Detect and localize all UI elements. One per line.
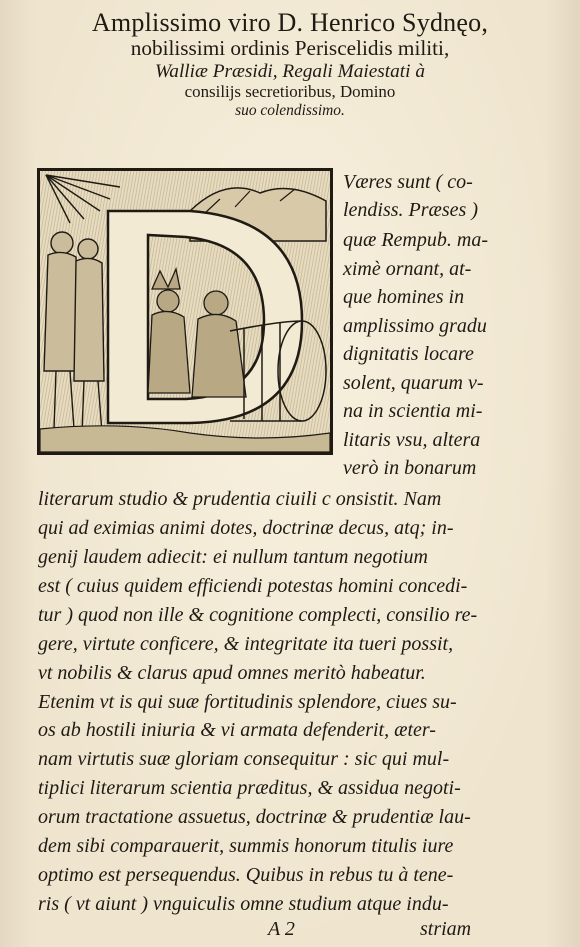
dedication-line-2: nobilissimi ordinis Periscelidis militi, — [130, 36, 450, 61]
text-line: qui ad eximias animi dotes, doctrinæ decus, atq; in- — [38, 517, 454, 539]
text-line: literarum studio & prudentia ciuili c onsistit. Nam — [38, 488, 442, 510]
text-line: genij laudem adiecit: ei nullum tantum negotium — [38, 546, 428, 568]
text-line: optimo est persequendus. Quibus in rebus tu à tene- — [38, 864, 454, 886]
text-line: tur ) quod non ille & cognitione complecti, consilio re- — [38, 604, 478, 626]
signature-mark: A 2 — [268, 918, 295, 940]
text-line: vt nobilis & clarus apud omnes meritò habeatur. — [38, 662, 426, 684]
dedication-line-4: consilijs secretioribus, Domino — [184, 81, 396, 101]
text-line: ris ( vt aiunt ) vnguiculis omne studium atque indu- — [38, 893, 449, 915]
text-line: amplissimo gradu — [343, 315, 487, 337]
text-line: nam virtutis suæ gloriam consequitur : sic qui mul- — [38, 748, 450, 770]
text-line: lendiss. Præses ) — [343, 199, 478, 221]
text-line: na in scientia mi- — [343, 400, 483, 422]
text-line: Væres sunt ( co- — [343, 171, 473, 193]
text-line: dignitatis locare — [343, 343, 474, 365]
dedication-line-3: Walliæ Præsidi, Regali Maiestati à — [155, 60, 425, 82]
text-line: tiplici literarum scientia præditus, & assidua negoti- — [38, 777, 461, 799]
dedication-line-1: Amplissimo viro D. Henrico Sydnęo, — [91, 8, 489, 37]
text-line: que homines in — [343, 286, 465, 308]
text-line: gere, virtute conficere, & integritate ita tueri possit, — [38, 633, 454, 655]
text-line: orum tractatione assuetus, doctrinæ & prudentiæ lau- — [38, 806, 471, 828]
text-line: est ( cuius quidem efficiendi potestas homini concedi- — [38, 575, 468, 597]
text-line: solent, quarum v- — [343, 372, 484, 394]
text-line: quæ Rempub. ma- — [343, 229, 488, 251]
text-line: os ab hostili iniuria & vi armata defenderit, æter- — [38, 719, 436, 741]
text-line: litaris vsu, altera — [343, 429, 481, 451]
catchword: striam — [420, 918, 472, 940]
text-line: ximè ornant, at- — [343, 258, 472, 280]
text-line: Etenim vt is qui suæ fortitudinis splendore, ciues su- — [38, 691, 457, 713]
text-line: dem sibi comparauerit, summis honorum titulis iure — [38, 835, 454, 857]
dedication-line-5: suo colendissimo. — [235, 101, 345, 119]
text-line: verò in bonarum — [343, 457, 477, 479]
